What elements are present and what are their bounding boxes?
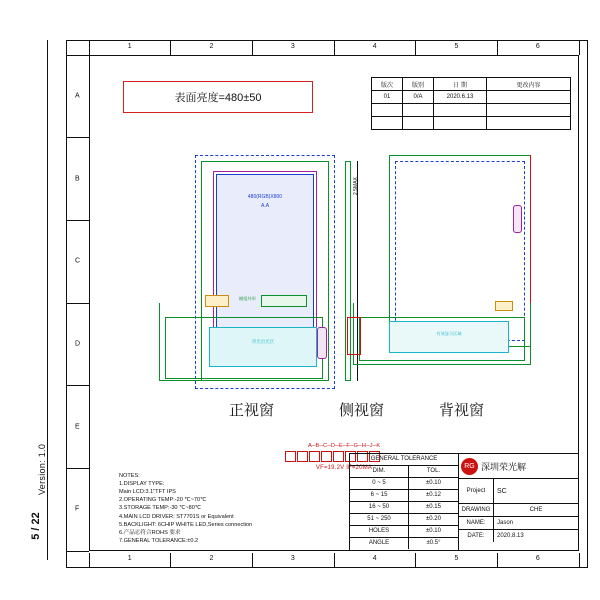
tol-r4-tol: ±0.10	[426, 528, 441, 534]
rev-r1-c2	[434, 104, 487, 117]
row-tick-a: A	[75, 92, 80, 100]
thickness-text: 2.5MAX	[353, 177, 359, 195]
rev-r1-c0	[372, 104, 403, 117]
tol-r2-tol: ±0.15	[426, 504, 441, 510]
rev-h-0: 版次	[372, 78, 403, 91]
company-logo-icon: RG	[461, 458, 478, 475]
front-view-aa-label	[216, 194, 314, 200]
rev-r2-c3	[487, 117, 571, 130]
rev-r0-c0: 01	[372, 91, 403, 104]
tol-r5-tol: ±0.5°	[426, 540, 441, 546]
side-view-thickness-label	[353, 155, 359, 195]
rev-h-2: 日 期	[434, 78, 487, 91]
tol-r0-tol: ±0.10	[426, 480, 441, 486]
notes-line-8: 7.GENERAL TOLERANCE:±0.2	[119, 537, 199, 544]
drawing-key: DRAWING	[459, 504, 494, 516]
tol-r2-dim: 16 ~ 50	[350, 502, 409, 513]
tol-r1-tol: ±0.12	[426, 492, 441, 498]
col-tick-b4: 4	[372, 555, 377, 562]
col-tick-b2: 2	[209, 555, 214, 562]
row-tick-e: E	[75, 423, 80, 431]
company-header	[459, 454, 578, 479]
table-row	[350, 478, 458, 490]
table-row	[350, 526, 458, 538]
tol-r5-dim: ANGLE	[350, 538, 409, 549]
column-ticks-top	[89, 41, 579, 55]
front-view-bl-note	[209, 339, 317, 345]
row-tick-d: D	[75, 340, 81, 348]
pin-square-c	[309, 451, 320, 462]
aa-resolution-text: 480(RGB)X800	[247, 194, 283, 200]
surface-brightness-note: 表面亮度=480±50	[123, 81, 313, 113]
table-row	[350, 490, 458, 502]
date-value: 2020.8.13	[497, 533, 524, 539]
row-tick-c: C	[75, 257, 81, 265]
row-tick-b: B	[75, 175, 80, 183]
col-tick-6: 6	[535, 43, 540, 50]
rev-r2-c1	[403, 117, 434, 130]
front-view-connector-left	[205, 295, 229, 307]
pin-spec-text: VF=19.2V IF=20MA	[315, 465, 373, 471]
version-label: Version: 1.0	[37, 443, 47, 495]
col-tick-3: 3	[290, 43, 295, 50]
table-row	[350, 514, 458, 526]
tolerance-header-row	[350, 466, 458, 478]
row-tick-f: F	[75, 505, 80, 513]
notes-line-1: 1.DISPLAY TYPE:	[119, 481, 165, 488]
table-row	[350, 502, 458, 514]
project-value: SC	[497, 487, 507, 495]
notes-line-5: 4.MAIN LCD DRIVER: ST7701S or Equivalent	[119, 513, 234, 520]
rev-r0-c1: 0/A	[403, 91, 434, 104]
caption-front-view: 正视窗	[229, 402, 275, 419]
back-view-bl-note	[389, 331, 509, 337]
col-tick-b6: 6	[535, 555, 540, 562]
notes-line-4: 3.STORAGE TEMP:-30 ℃~80℃	[119, 505, 202, 512]
front-view-aa-sub-label	[216, 203, 314, 209]
tol-r4-dim: HOLES	[350, 526, 409, 537]
col-tick-5: 5	[454, 43, 459, 50]
tol-r0-dim: 0 ~ 5	[350, 478, 409, 489]
left-divider-line	[47, 40, 48, 560]
name-value: Jason	[497, 520, 514, 526]
drawing-sheet	[66, 40, 588, 568]
pin-square-e	[333, 451, 344, 462]
col-tick-2: 2	[209, 43, 214, 50]
column-ticks-bottom	[89, 553, 579, 567]
module-note-text: 模组外形	[239, 296, 256, 301]
notes-line-6: 5.BACKLIGHT: 6CHIP WHITE LED,Series connection	[119, 521, 253, 528]
company-block	[459, 454, 578, 550]
front-view-bl-region	[209, 327, 317, 367]
tol-r3-dim: 51 ~ 250	[350, 514, 409, 525]
rev-r1-c1	[403, 104, 434, 117]
caption-side-view: 侧视窗	[339, 402, 385, 419]
tol-tol-header: TOL.	[426, 468, 441, 474]
notes-line-3: 2.OPERATING TEMP:-20 ℃~70℃	[119, 497, 207, 504]
notes-block	[119, 472, 329, 545]
title-block	[349, 453, 579, 551]
table-row	[350, 538, 458, 549]
date-row	[459, 530, 578, 542]
notes-line-2: Main LCD:3.1"TFT IPS	[119, 489, 176, 496]
company-name: 深圳荣光解	[481, 461, 527, 472]
rev-r2-c2	[434, 117, 487, 130]
col-tick-b3: 3	[290, 555, 295, 562]
table-row	[372, 117, 571, 130]
drawing-value: CHE	[529, 507, 543, 513]
tolerance-title: GENERAL TOLERANCE	[350, 454, 458, 466]
project-key: Project	[459, 479, 494, 503]
revision-header-row	[372, 78, 571, 91]
bl-note-text: 背光出光区	[251, 339, 275, 344]
pin-square-b	[297, 451, 308, 462]
name-row	[459, 517, 578, 530]
rev-h-1: 版别	[403, 78, 434, 91]
table-row	[372, 91, 571, 104]
row-ticks	[67, 55, 89, 551]
date-key: DATE:	[459, 530, 494, 542]
notes-title: NOTES:	[119, 473, 140, 480]
tol-dim-header: DIM.	[350, 466, 409, 477]
rev-r0-c3	[487, 91, 571, 104]
back-view-bl-region	[389, 321, 509, 353]
pin-square-a	[285, 451, 296, 462]
pin-strip-title: A─B─C─D─E─F─G─H─J─K	[307, 443, 381, 449]
page-number: 5 / 22	[29, 512, 42, 540]
col-tick-4: 4	[372, 43, 377, 50]
rev-r2-c0	[372, 117, 403, 130]
notes-line-7: 6.产品㊣符合ROHS 要求	[119, 529, 181, 536]
front-view-module-note	[239, 296, 319, 302]
back-bl-note-text: 有效显示区域	[436, 331, 462, 336]
drawing-row	[459, 504, 578, 517]
revision-table	[371, 77, 571, 130]
tol-r1-dim: 6 ~ 15	[350, 490, 409, 501]
back-view-fpc-tab	[513, 205, 522, 233]
project-row	[459, 479, 578, 504]
rev-r1-c3	[487, 104, 571, 117]
pin-square-d	[321, 451, 332, 462]
tol-r3-tol: ±0.20	[426, 516, 441, 522]
rev-r0-c2: 2020.6.13	[434, 91, 487, 104]
tolerance-table	[350, 454, 459, 550]
caption-back-view: 背视窗	[439, 402, 485, 419]
aa-sub-text: A.A	[260, 203, 270, 209]
rev-h-3: 更改内容	[487, 78, 571, 91]
front-view-fpc-tab	[317, 327, 327, 359]
back-view-connector	[495, 301, 513, 311]
col-tick-b5: 5	[454, 555, 459, 562]
col-tick-1: 1	[127, 43, 132, 50]
name-key: NAME:	[459, 517, 494, 529]
drawing-art-area	[89, 55, 579, 551]
table-row	[372, 104, 571, 117]
slide-left-bar	[0, 0, 62, 600]
col-tick-b1: 1	[127, 555, 132, 562]
back-view-left-stub	[347, 317, 361, 355]
